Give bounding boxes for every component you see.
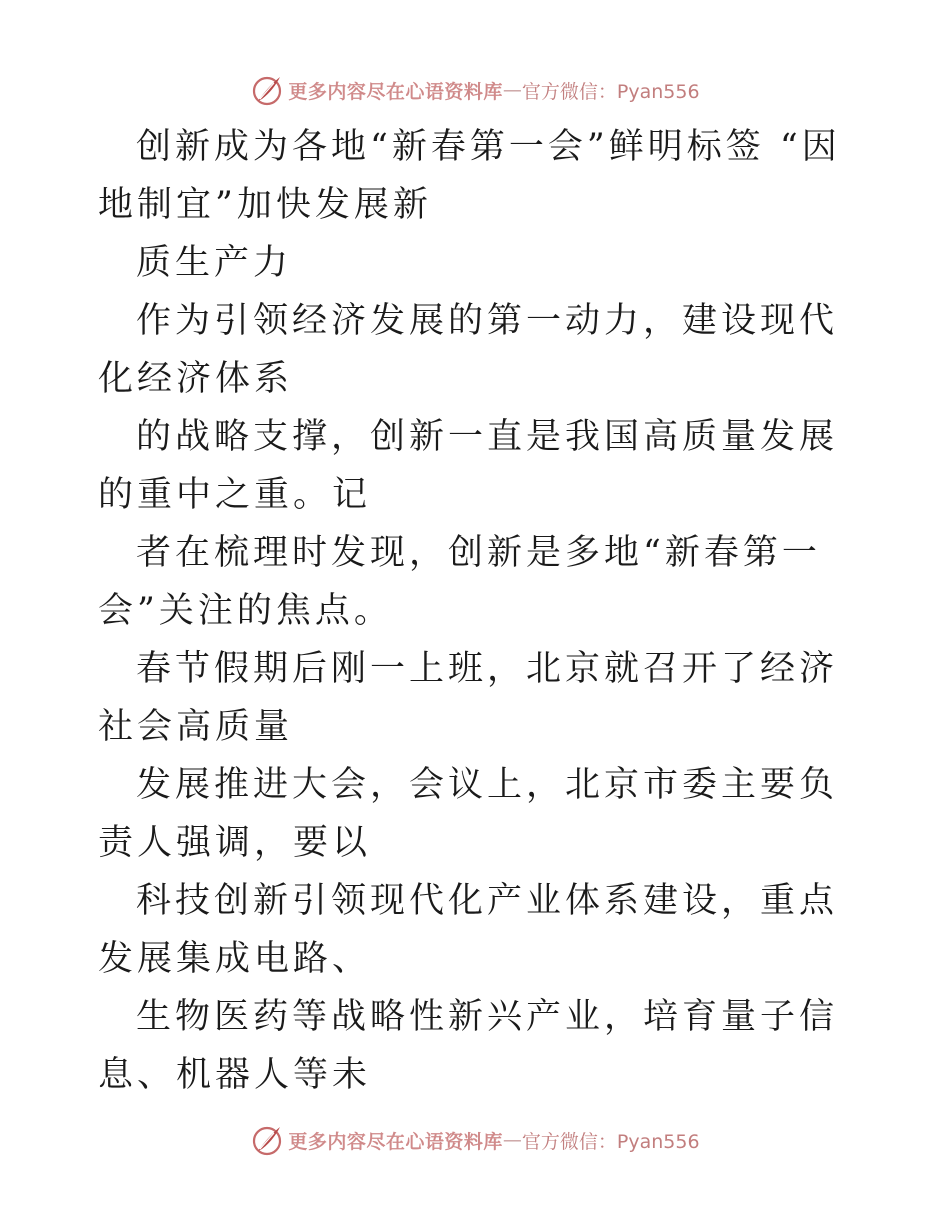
paragraph-line: 者在梳理时发现，创新是多地“新春第一会”关注的焦点。	[98, 533, 821, 631]
paragraph-line: 生物医药等战略性新兴产业，培育量子信息、机器人等未	[98, 997, 839, 1095]
watermark-separator: —	[502, 79, 522, 101]
paragraph-line: 的战略支撑，创新一直是我国高质量发展的重中之重。记	[98, 417, 839, 515]
paragraph-line: 质生产力	[136, 243, 293, 283]
paragraph-line: 创新成为各地“新春第一会”鲜明标签 “因地制宜”加快发展新	[98, 127, 841, 225]
footer-watermark-banner	[0, 1120, 950, 1160]
watermark-text: 更多内容尽在心语资料库	[288, 80, 503, 103]
watermark-wechat: 官方微信：Pyan556	[521, 80, 700, 103]
paragraph-line: 发展推进大会，会议上，北京市委主要负责人强调，要以	[98, 765, 839, 863]
watermark-text: 更多内容尽在心语资料库	[288, 1130, 503, 1153]
paragraph-line: 作为引领经济发展的第一动力，建设现代化经济体系	[98, 301, 839, 399]
watermark-wechat: 官方微信：Pyan556	[521, 1130, 700, 1153]
feather-pen-logo-icon	[250, 73, 284, 107]
feather-pen-logo-icon	[250, 1123, 284, 1157]
header-watermark-banner	[0, 70, 950, 110]
paragraph-line: 科技创新引领现代化产业体系建设，重点发展集成电路、	[98, 881, 839, 979]
watermark-separator: —	[502, 1129, 522, 1151]
paragraph-line: 春节假期后刚一上班，北京就召开了经济社会高质量	[98, 649, 839, 747]
document-body	[98, 118, 858, 1104]
